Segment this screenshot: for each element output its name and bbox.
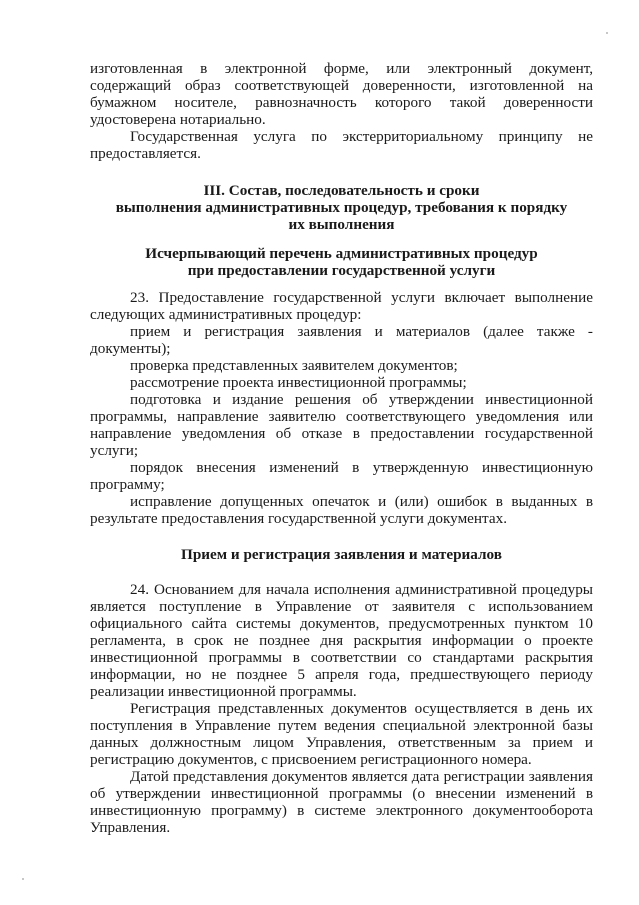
p24-line-4: регламента, в срок не позднее дня раскрытия информации о проекте xyxy=(90,632,593,649)
scan-speck xyxy=(22,878,24,880)
p24-line-12: Датой представления документов является дата регистрации заявления xyxy=(130,768,593,785)
p24-line-14: инвестиционную программу) в системе электронного документооборота xyxy=(90,802,593,819)
p23-line-1: 23. Предоставление государственной услуги включает выполнение xyxy=(130,289,593,306)
p24-line-1: 24. Основанием для начала исполнения административной процедуры xyxy=(130,581,593,598)
p24-line-5: инвестиционной программы в соответствии со стандартами раскрытия xyxy=(90,649,593,666)
p24-line-10: данных должностным лицом Управления, ответственным за прием и xyxy=(90,734,593,751)
p23-line-9: направление уведомления об отказе в предоставлении государственной xyxy=(90,425,593,442)
subsection-1-title-line-1: Исчерпывающий перечень административных процедур xyxy=(145,245,538,262)
p23-line-6: рассмотрение проекта инвестиционной программы; xyxy=(130,374,467,391)
p24-line-7: реализации инвестиционной программы. xyxy=(90,683,357,700)
p24-line-8: Регистрация представленных документов осуществляется в день их xyxy=(130,700,593,717)
subsection-1-title-line-2: при предоставлении государственной услуги xyxy=(187,262,496,279)
p23-line-11: порядок внесения изменений в утвержденную инвестиционную xyxy=(130,459,593,476)
p23-line-2: следующих административных процедур: xyxy=(90,306,362,323)
section-title-line-3: их выполнения xyxy=(288,216,395,233)
p24-line-2: является поступление в Управление от заявителя с использованием xyxy=(90,598,593,615)
intro-line-6: предоставляется. xyxy=(90,145,201,162)
section-title-line-1: III. Состав, последовательность и сроки xyxy=(203,182,480,199)
intro-line-4: удостоверена нотариально. xyxy=(90,111,266,128)
p23-line-13: исправление допущенных опечаток и (или) ошибок в выданных в xyxy=(130,493,593,510)
p24-line-6: информации, но не позднее 5 апреля года, предшествующего периоду xyxy=(90,666,593,683)
intro-line-1: изготовленная в электронной форме, или электронный документ, xyxy=(90,60,593,77)
scan-speck xyxy=(606,32,608,34)
subsection-2-title: Прием и регистрация заявления и материалов xyxy=(181,546,502,563)
p23-line-12: программу; xyxy=(90,476,165,493)
p23-line-5: проверка представленных заявителем документов; xyxy=(130,357,458,374)
intro-line-2: содержащий образ соответствующей доверенности, изготовленной на xyxy=(90,77,593,94)
p23-line-10: услуги; xyxy=(90,442,139,459)
p23-line-14: результате предоставления государственной услуги документах. xyxy=(90,510,508,527)
intro-line-5: Государственная услуга по экстерриториальному принципу не xyxy=(130,128,593,145)
p23-line-3: прием и регистрация заявления и материалов (далее также - xyxy=(130,323,593,340)
p23-line-8: программы, направление заявителю соответствующего уведомления или xyxy=(90,408,593,425)
p24-line-11: регистрацию документов, с присвоением регистрационного номера. xyxy=(90,751,532,768)
intro-line-3: бумажном носителе, равнозначность которого такой доверенности xyxy=(90,94,593,111)
p24-line-3: официального сайта системы документов, предусмотренных пунктом 10 xyxy=(90,615,593,632)
p24-line-15: Управления. xyxy=(90,819,171,836)
p23-line-4: документы); xyxy=(90,340,171,357)
p23-line-7: подготовка и издание решения об утверждении инвестиционной xyxy=(130,391,593,408)
section-title-line-2: выполнения административных процедур, требования к порядку xyxy=(115,199,568,216)
p24-line-13: об утверждении инвестиционной программы (о внесении изменений в xyxy=(90,785,593,802)
p24-line-9: поступления в Управление путем ведения специальной электронной базы xyxy=(90,717,593,734)
